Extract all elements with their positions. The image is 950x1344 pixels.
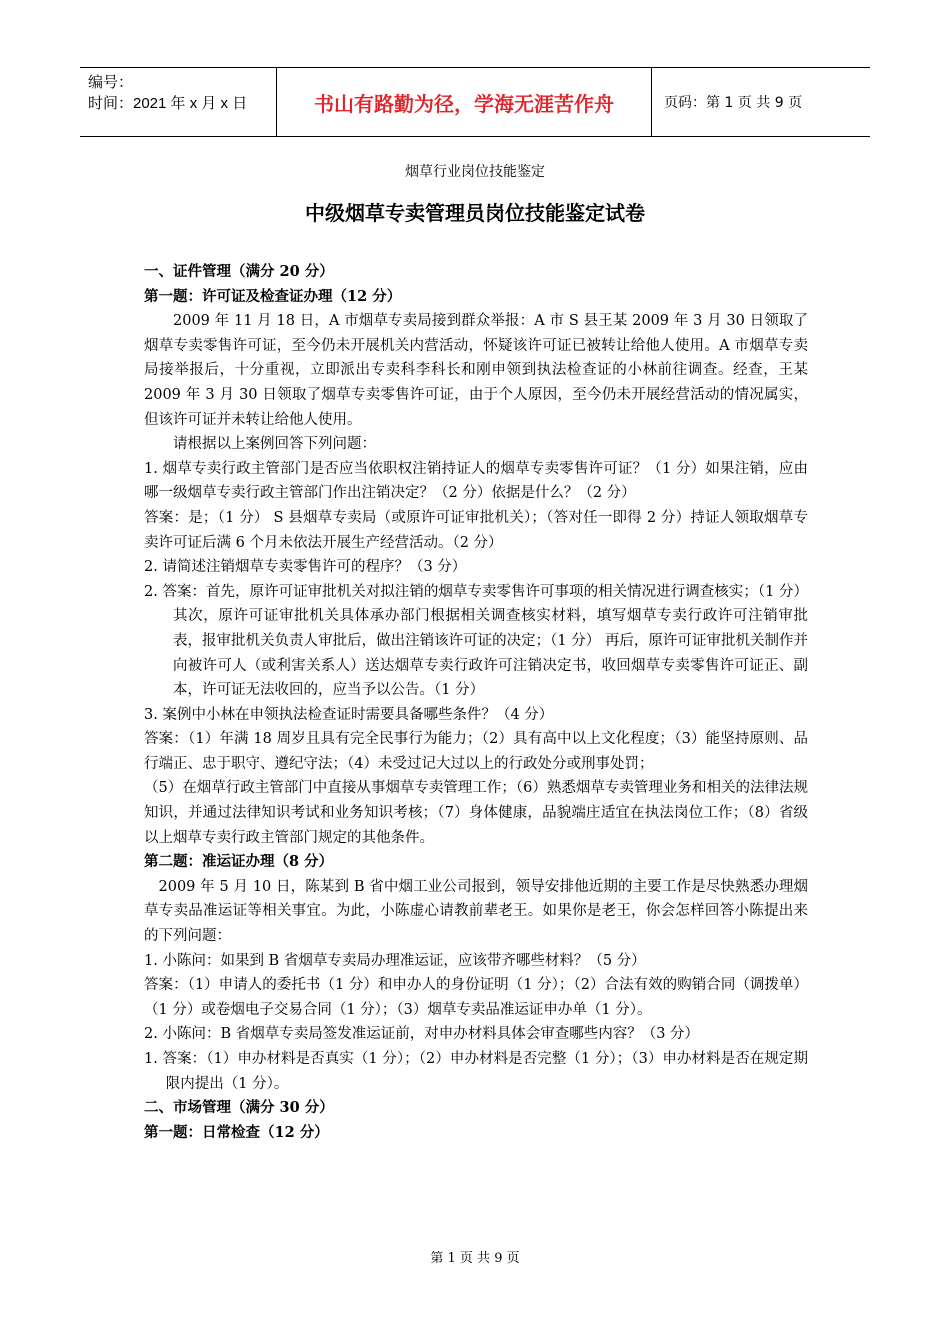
document-date: 时间：2021 年 x 月 x 日: [88, 95, 248, 112]
answer-paragraph: （5）在烟草行政主管部门中直接从事烟草专卖管理工作；（6）熟悉烟草专卖管理业务和相关的法律法规知识，并通过法律知识考试和业务知识考核；（7）身体健康，品貌端庄适宜在执法岗位工作；（8）省级以上烟草专卖行政主管部门规定的其他条件。: [144, 780, 808, 846]
document-title: 中级烟草专卖管理员岗位技能鉴定试卷: [305, 201, 645, 225]
document-body: [144, 260, 808, 1145]
question-heading: 第二题：准运证办理（8 分）: [144, 853, 334, 871]
header-meta: [80, 68, 276, 136]
document-subtitle: 烟草行业岗位技能鉴定: [405, 164, 545, 180]
answer-paragraph: 2. 答案：首先，原许可证审批机关对拟注销的烟草专卖零售许可事项的相关情况进行调查核实；（1 分） 其次，原许可证审批机关具体承办部门根据相关调查核实材料，填写烟草专卖行政许可注销审批表，报审批机关负责人审批后，做出注销该许可证的决定；（1 分） 再后，原许可证审批机关制作并向被许可人（或利害关系人）送达烟草专卖行政许可注销决定书，收回烟草专卖零售许可证正、副本，许可证无法收回的，应当予以公告。（1 分）: [144, 583, 808, 699]
question-heading: 第一题：许可证及检查证办理（12 分）: [144, 287, 402, 305]
question-item: 3. 案例中小林在申领执法检查证时需要具备哪些条件？（4 分）: [144, 706, 554, 723]
instruction-paragraph: 请根据以上案例回答下列问题：: [173, 436, 376, 453]
case-paragraph: 2009 年 5 月 10 日，陈某到 B 省中烟工业公司报到，领导安排他近期的主要工作是尽快熟悉办理烟草专卖品准运证等相关事宜。为此，小陈虚心请教前辈老王。如果你是老王，你会怎样回答小陈提出来的下列问题：: [144, 878, 808, 945]
header-motto: 书山有路勤为径，学海无涯苦作舟: [276, 68, 652, 136]
section-heading: 一、证件管理（满分 20 分）: [144, 263, 334, 280]
question-item: 2. 小陈问：B 省烟草专卖局签发准运证前，对申办材料具体会审查哪些内容？（3 分）: [144, 1026, 700, 1043]
question-item: 1. 烟草专卖行政主管部门是否应当依职权注销持证人的烟草专卖零售许可证？（1 分）如果注销，应由哪一级烟草专卖行政主管部门作出注销决定？（2 分）依据是什么？（2 分）: [144, 460, 808, 502]
answer-paragraph: 1. 答案：（1）申办材料是否真实（1 分）；（2）申办材料是否完整（1 分）；（3）申办材料是否在规定期限内提出（1 分）。: [144, 1051, 808, 1092]
answer-paragraph: 答案：（1）年满 18 周岁且具有完全民事行为能力；（2）具有高中以上文化程度；（3）能坚持原则、品行端正、忠于职守、遵纪守法；（4）未受过记大过以上的行政处分或刑事处罚；: [144, 731, 808, 772]
question-heading: 第一题：日常检查（12 分）: [144, 1123, 329, 1141]
document-number-label: 编号：: [88, 74, 134, 91]
page-footer: 第 1 页 共 9 页: [430, 1251, 520, 1266]
question-item: 1. 小陈问：如果到 B 省烟草专卖局办理准运证，应该带齐哪些材料？（5 分）: [144, 952, 646, 969]
section-heading: 二、市场管理（满分 30 分）: [144, 1099, 334, 1117]
answer-paragraph: 答案：（1）申请人的委托书（1 分）和申办人的身份证明（1 分）；（2）合法有效的购销合同（调拨单）（1 分）或卷烟电子交易合同（1 分）；（3）烟草专卖品准运证申办单（1 分）。: [144, 977, 808, 1018]
header-table: [80, 67, 870, 137]
case-paragraph: 2009 年 11 月 18 日，A 市烟草专卖局接到群众举报：A 市 S 县王某 2009 年 3 月 30 日领取了烟草专卖零售许可证，至今仍未开展机关内营活动，怀疑该许可证已被转让给他人使用。A 市烟草专卖局接举报后，十分重视，立即派出专卖科李科长和刚申领到执法检查证的小林前往调查。经查，王某 2009 年 3 月 30 日领取了烟草专卖零售许可证，由于个人原因，至今仍未开展经营活动的情况属实，但该许可证并未转让给他人使用。: [144, 313, 808, 428]
header-page-info: 页码：第 1 页 共 9 页: [664, 95, 803, 111]
answer-paragraph: 答案：是；（1 分） S 县烟草专卖局（或原许可证审批机关）；（答对任一即得 2 分）持证人领取烟草专卖许可证后满 6 个月未依法开展生产经营活动。（2 分）: [144, 509, 808, 551]
question-item: 2. 请简述注销烟草专卖零售许可的程序？（3 分）: [144, 559, 467, 576]
